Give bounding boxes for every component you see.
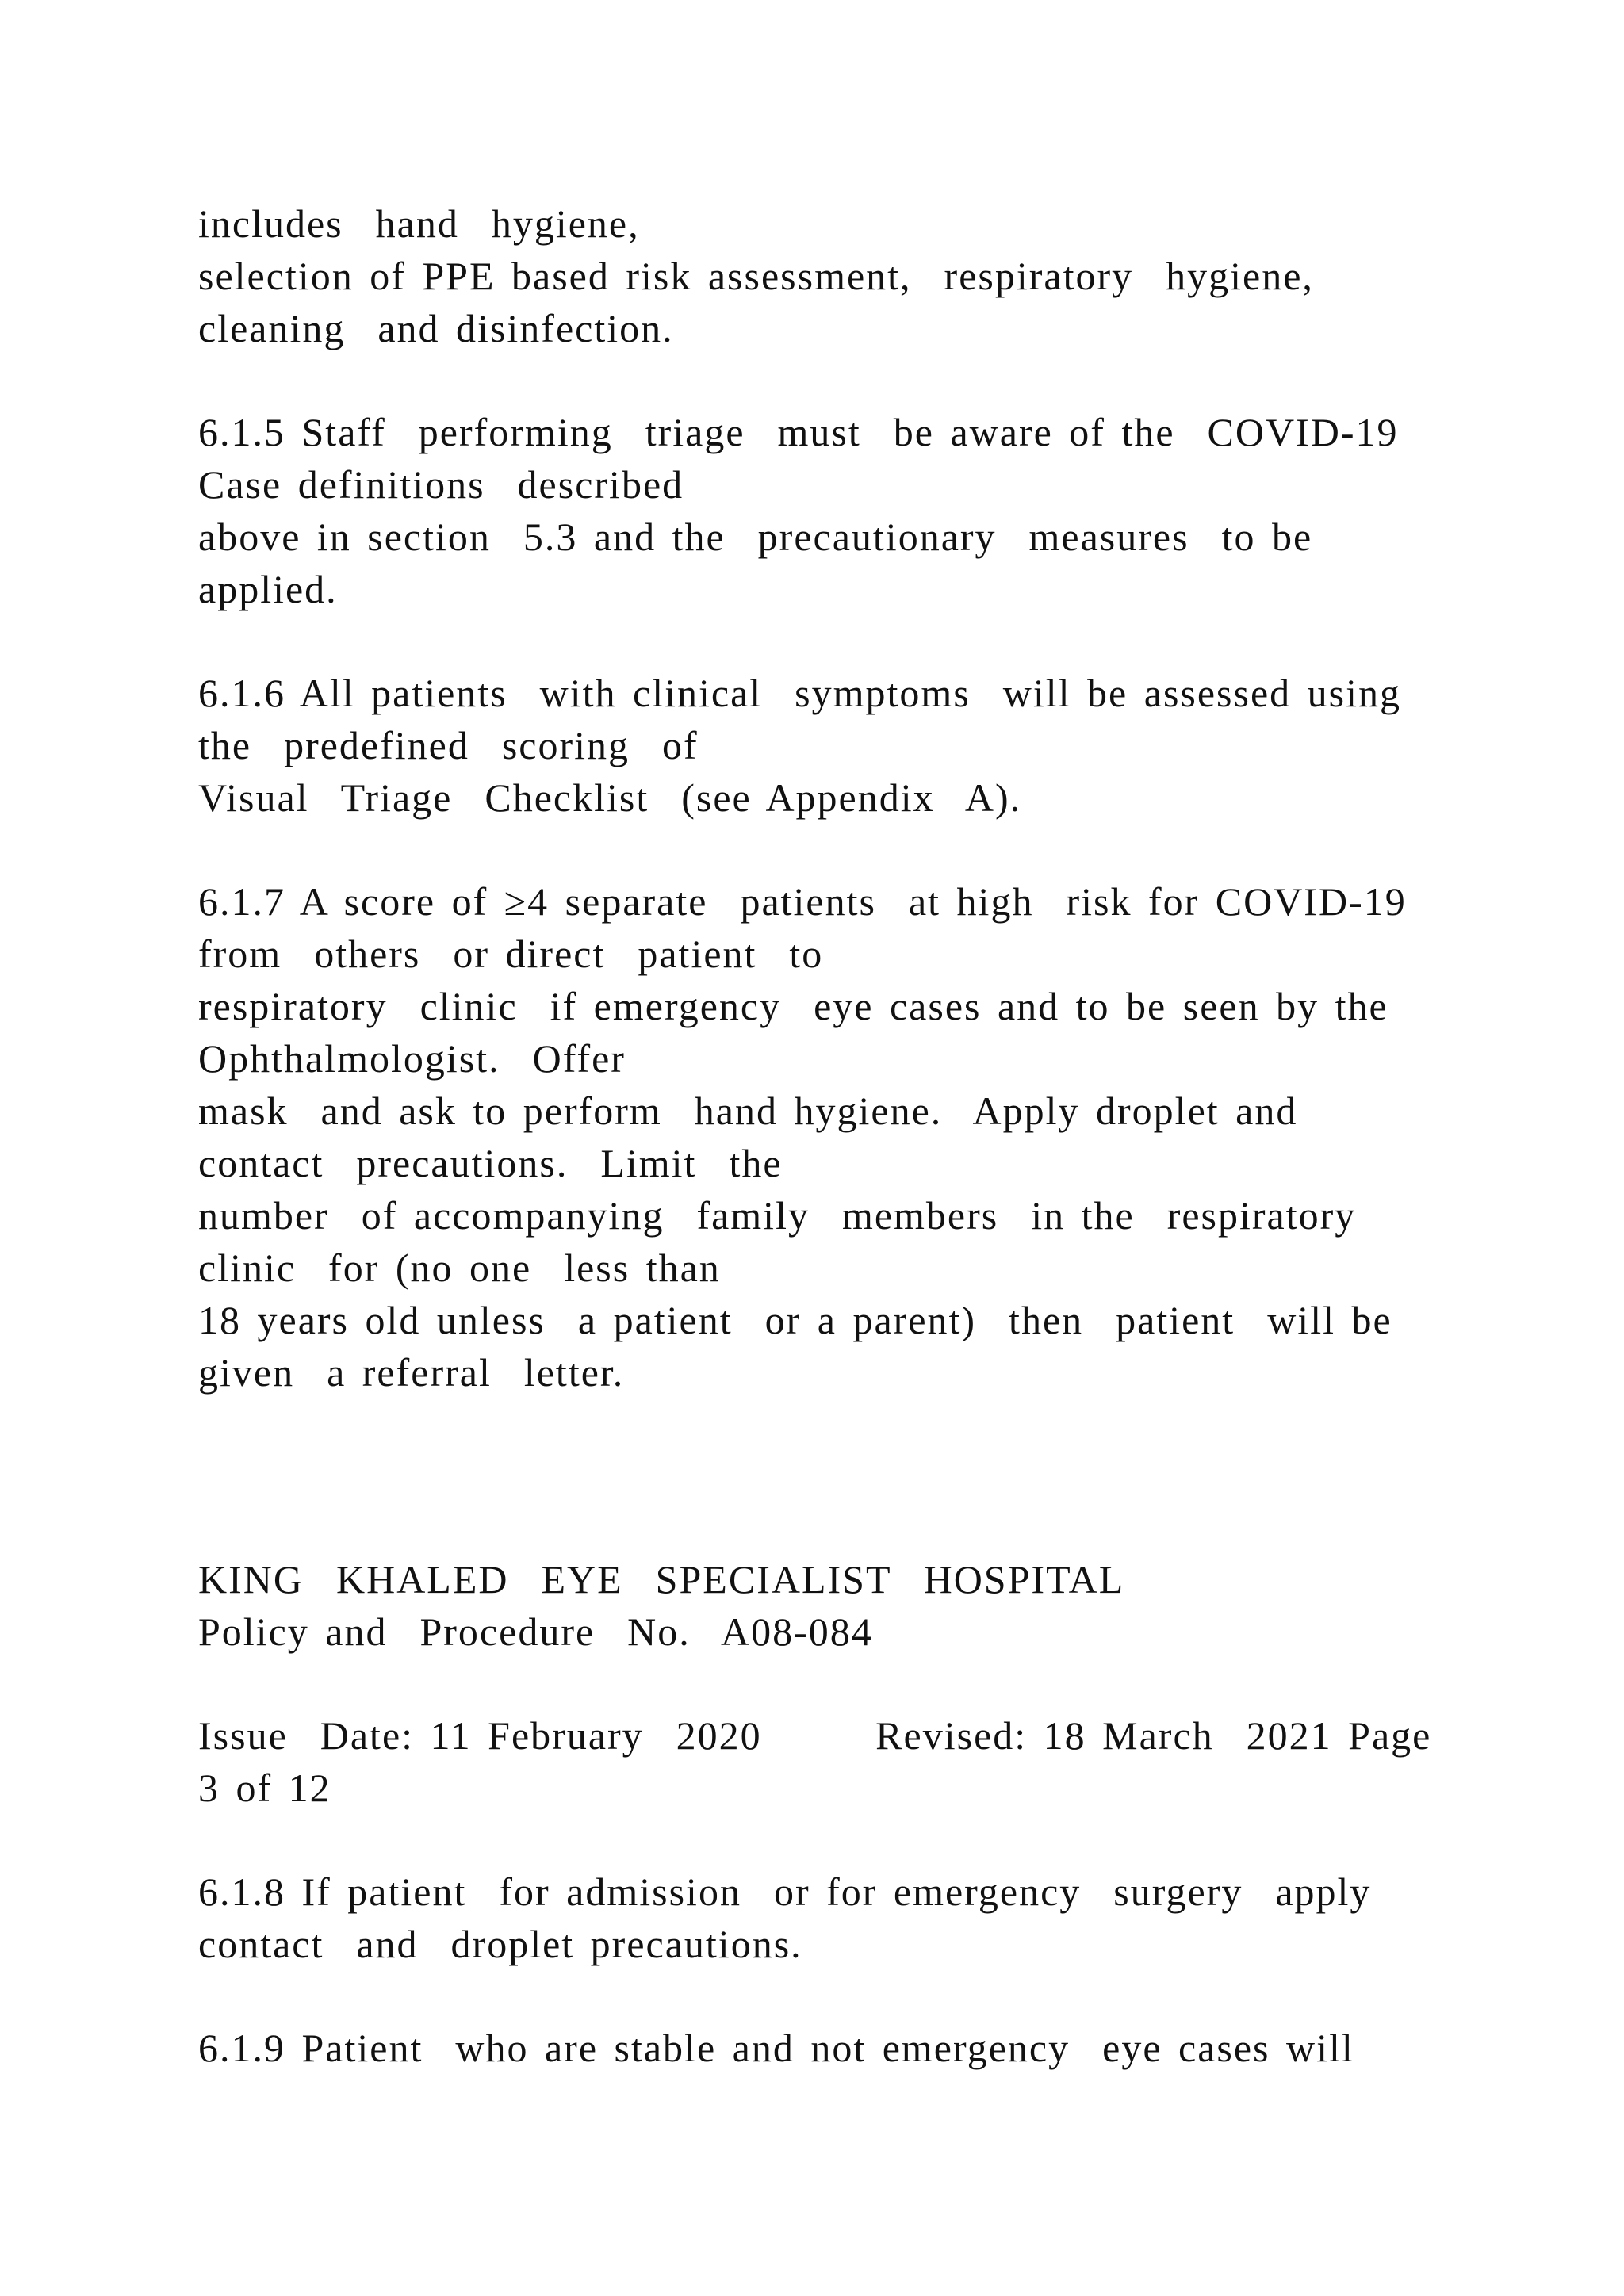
body-line: includes hand hygiene, [198, 201, 640, 246]
section-6-1-8-line: 6.1.8 If patient for admission or for emergency surgery apply [198, 1869, 1372, 1914]
body-line: contact and droplet precautions. [198, 1922, 802, 1966]
body-line: selection of PPE based risk assessment, respiratory hygiene, [198, 254, 1314, 298]
body-line: 18 years old unless a patient or a parent) then patient will be [198, 1298, 1392, 1342]
section-6-1-6-line: 6.1.6 All patients with clinical symptoms will be assessed using [198, 671, 1402, 715]
body-line: respiratory clinic if emergency eye cases and to be seen by the [198, 984, 1388, 1028]
body-line: Visual Triage Checklist (see Appendix A). [198, 775, 1022, 820]
hospital-name-header: KING KHALED EYE SPECIALIST HOSPITAL [198, 1557, 1125, 1601]
body-line: the predefined scoring of [198, 723, 699, 767]
body-line: clinic for (no one less than [198, 1246, 721, 1290]
body-line: mask and ask to perform hand hygiene. Apply droplet and [198, 1089, 1298, 1133]
issue-revised-dates: Issue Date: 11 February 2020 Revised: 18 March 2021 Page [198, 1713, 1432, 1758]
body-line: number of accompanying family members in the respiratory [198, 1193, 1357, 1238]
body-line: contact precautions. Limit the [198, 1141, 783, 1185]
body-line: Case definitions described [198, 462, 684, 507]
policy-number-header: Policy and Procedure No. A08-084 [198, 1609, 873, 1654]
page-number: 3 of 12 [198, 1766, 331, 1810]
body-line: cleaning and disinfection. [198, 306, 674, 350]
body-line: applied. [198, 567, 338, 611]
body-line: given a referral letter. [198, 1350, 625, 1395]
body-line: above in section 5.3 and the precautionary measures to be [198, 515, 1313, 559]
section-6-1-7-line: 6.1.7 A score of ≥4 separate patients at high risk for COVID-19 [198, 879, 1407, 924]
section-6-1-5-line: 6.1.5 Staff performing triage must be aware of the COVID-19 [198, 410, 1399, 454]
body-line: from others or direct patient to [198, 932, 824, 976]
body-line: Ophthalmologist. Offer [198, 1036, 626, 1081]
section-6-1-9-line: 6.1.9 Patient who are stable and not emergency eye cases will [198, 2026, 1354, 2070]
